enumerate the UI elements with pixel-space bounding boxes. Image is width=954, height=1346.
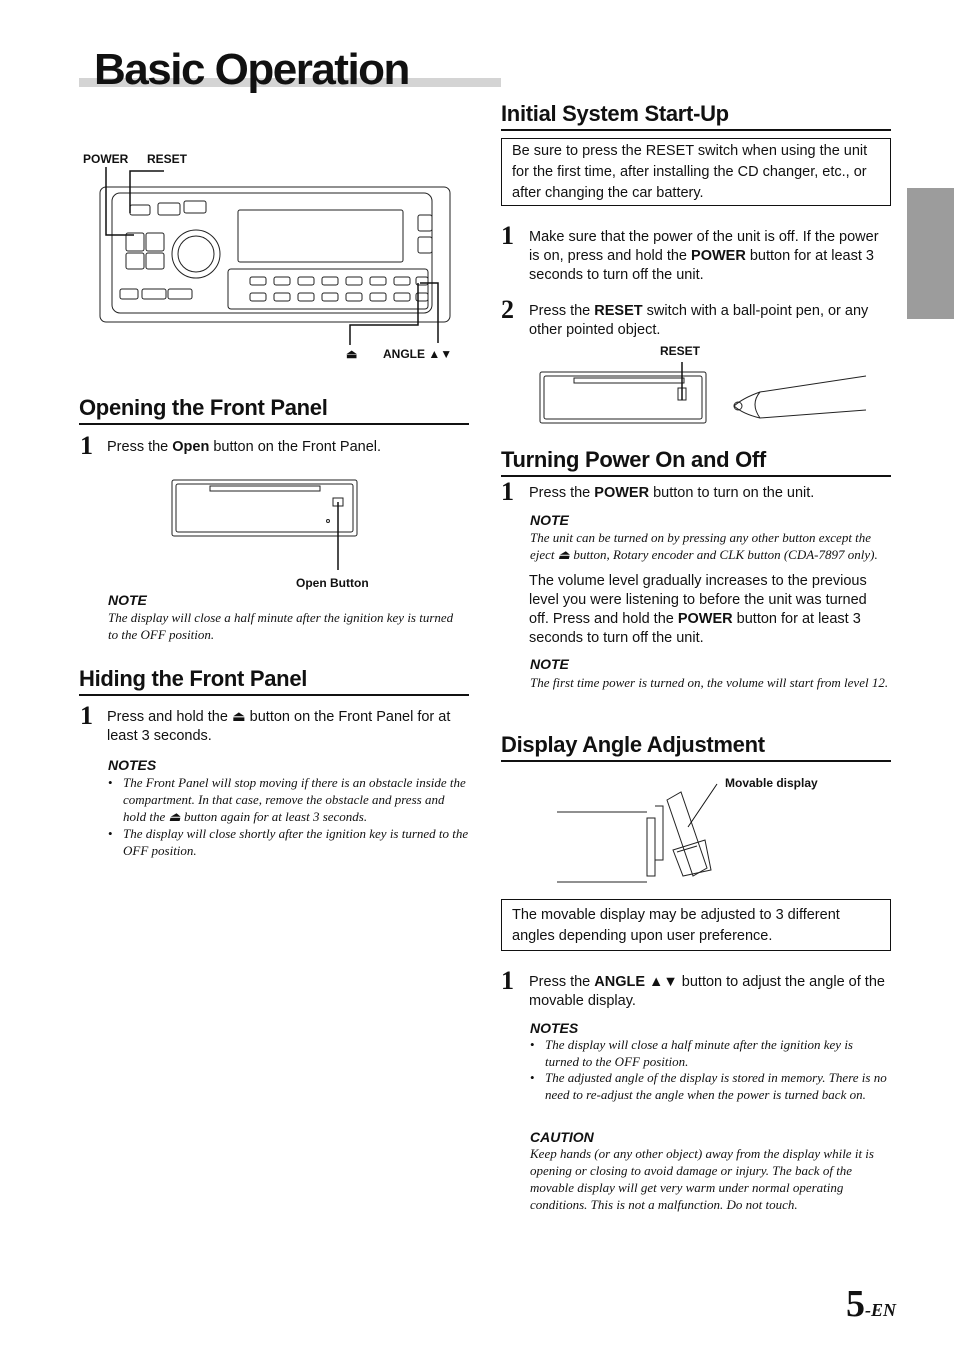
power-note1-text: The unit can be turned on by pressing any other button except the eject ⏏ button, Rotary encoder and CLK button (CDA-7897 only). [530, 530, 878, 562]
hiding-heading: Hiding the Front Panel [79, 666, 308, 691]
angle-step-text: Press the ANGLE ▲▼ button to adjust the angle of the movable display. [529, 974, 885, 1009]
eject-label: ⏏ [346, 347, 358, 361]
startup-info-box: Be sure to press the RESET switch when using the unit for the first time, after installing the CD changer, etc., or after changing the car battery. [501, 138, 891, 206]
hiding-step-text: Press and hold the ⏏ button on the Front Panel for at least 3 seconds. [107, 709, 451, 744]
startup-rule [501, 129, 891, 131]
head-unit-illustration [90, 165, 470, 345]
angle-notes-heading: NOTES [530, 1020, 579, 1036]
reset-label: RESET [147, 152, 188, 166]
angle-rule [501, 760, 891, 762]
open-button-label: Open Button [296, 576, 369, 590]
movable-display-label: Movable display [725, 776, 818, 790]
startup-step2-text: Press the RESET switch with a ball-point pen, or any other pointed object. [529, 303, 869, 338]
startup-heading: Initial System Start-Up [501, 101, 729, 126]
hiding-step-number: 1 [80, 701, 93, 730]
startup-step2-number: 2 [501, 295, 514, 324]
angle-step-number: 1 [501, 966, 514, 995]
opening-step-number: 1 [80, 431, 93, 460]
power-rule [501, 475, 891, 477]
power-label: POWER [83, 152, 129, 166]
angle-label: ANGLE ▲▼ [383, 347, 453, 361]
hiding-notes-heading: NOTES [108, 757, 157, 773]
angle-note-item: • The display will close a half minute after the ignition key is turned to the OFF position. [530, 1037, 853, 1069]
hiding-note-item: • The display will close shortly after the ignition key is turned to the OFF position. [108, 826, 469, 858]
page-title: Basic Operation [94, 45, 409, 94]
opening-note-heading: NOTE [108, 592, 147, 608]
reset-figure-label: RESET [660, 344, 701, 358]
hiding-note-item: • The Front Panel will stop moving if there is an obstacle inside the compartment. In that case, remove the obstacle and press and hold the ⏏ button again for at least 3 seconds. [108, 775, 466, 824]
opening-step-text: Press the Open button on the Front Panel. [107, 439, 382, 455]
power-note1-heading: NOTE [530, 512, 569, 528]
startup-step1-text: Make sure that the power of the unit is off. If the power is on, press and hold the POWER button for at least 3 seconds to turn off the unit. [529, 229, 879, 283]
opening-heading: Opening the Front Panel [79, 395, 328, 420]
angle-info-box: The movable display may be adjusted to 3 different angles depending upon user preference. [501, 899, 891, 951]
front-panel-open-illustration [170, 478, 370, 573]
hiding-rule [79, 694, 469, 696]
movable-display-illustration [555, 780, 735, 885]
reset-pen-illustration [538, 360, 878, 430]
caution-heading: CAUTION [530, 1129, 594, 1145]
power-heading: Turning Power On and Off [501, 447, 766, 472]
opening-rule [79, 423, 469, 425]
power-paragraph: The volume level gradually increases to the previous level you were listening to before the unit was turned off. Press and hold the POWER button for at least 3 seconds to turn off the unit. [529, 573, 867, 646]
angle-note-item: • The adjusted angle of the display is stored in memory. There is no need to re-adjust the angle when the power is turned back on. [530, 1070, 887, 1102]
startup-step1-number: 1 [501, 221, 514, 250]
opening-note-text: The display will close a half minute after the ignition key is turned to the OFF position. [108, 610, 454, 642]
section-side-tab [907, 188, 954, 319]
power-note2-text: The first time power is turned on, the volume will start from level 12. [530, 675, 889, 690]
caution-text: Keep hands (or any other object) away from the display while it is opening or closing to avoid damage or injury. The back of the movable display will get very warm under normal operating conditions. This is not a malfunction. Do not touch. [530, 1146, 874, 1212]
page-number: 5-EN [846, 1283, 896, 1325]
power-step-number: 1 [501, 477, 514, 506]
angle-heading: Display Angle Adjustment [501, 732, 765, 757]
power-note2-heading: NOTE [530, 656, 569, 672]
power-step-text: Press the POWER button to turn on the unit. [529, 485, 815, 501]
